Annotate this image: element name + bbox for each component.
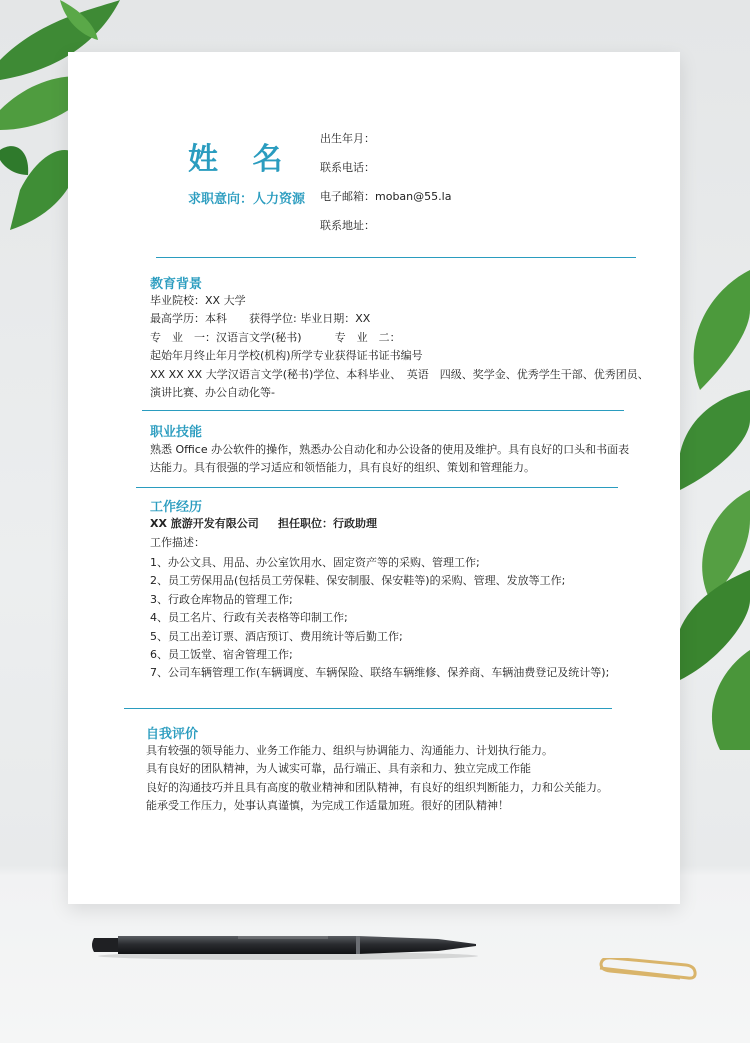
contact-birth: 出生年月： <box>320 132 375 145</box>
education-line: 演讲比赛、办公自动化等- <box>150 386 275 400</box>
divider-experience <box>124 708 612 709</box>
self-eval-line: 能承受工作压力，处事认真谨慎，为完成工作适量加班。很好的团队精神！ <box>146 799 509 813</box>
contact-email: 电子邮箱：moban@55.la <box>320 190 452 203</box>
resume-page <box>68 52 680 904</box>
skills-line: 熟悉 Office 办公软件的操作，熟悉办公自动化和办公设备的使用及维护。具有良好的口头和书面表 <box>150 443 630 456</box>
contact-address: 联系地址： <box>320 219 375 232</box>
education-line: 起始年月终止年月学校(机构)所学专业获得证书证书编号 <box>150 349 423 363</box>
company-name: XX 旅游开发有限公司 <box>150 517 259 530</box>
skills-lines <box>150 441 629 478</box>
experience-item: 3、行政仓库物品的管理工作; <box>150 592 293 606</box>
experience-item: 5、员工出差订票、酒店预订、费用统计等后勤工作; <box>150 629 403 643</box>
self-eval-line: 具有良好的团队精神，为人诚实可靠，品行端正、具有亲和力、独立完成工作能 <box>146 762 531 776</box>
paper-clip-icon <box>592 958 702 988</box>
work-desc-label: 工作描述： <box>150 536 205 549</box>
contact-phone: 联系电话： <box>320 161 375 174</box>
section-title-skills: 职业技能 <box>150 425 203 440</box>
education-line: 最高学历：本科 获得学位: 毕业日期：XX <box>150 312 371 326</box>
divider-education <box>142 410 624 411</box>
self-eval-line: 良好的沟通技巧并且具有高度的敬业精神和团队精神，有良好的组织判断能力，力和公关能力。 <box>146 780 608 794</box>
experience-item: 6、员工饭堂、宿舍管理工作; <box>150 648 293 662</box>
section-title-education: 教育背景 <box>150 277 203 292</box>
education-lines <box>150 292 649 402</box>
experience-items <box>150 554 609 683</box>
job-intent: 求职意向：人力资源 <box>188 192 306 207</box>
divider-header <box>156 257 636 258</box>
pen-icon <box>88 928 480 962</box>
experience-item: 2、员工劳保用品(包括员工劳保鞋、保安制服、保安鞋等)的采购、管理、发放等工作; <box>150 574 566 588</box>
divider-skills <box>136 487 618 488</box>
skills-line: 达能力。具有很强的学习适应和领悟能力，具有良好的组织、策划和管理能力。 <box>150 461 535 475</box>
education-line: 毕业院校：XX 大学 <box>150 294 246 307</box>
self-eval-line: 具有较强的领导能力、业务工作能力、组织与协调能力、沟通能力、计划执行能力。 <box>146 744 553 757</box>
experience-item: 1、办公文具、用品、办公室饮用水、固定资产等的采购、管理工作; <box>150 556 480 569</box>
position-title: 担任职位：行政助理 <box>278 517 377 530</box>
section-title-self-eval: 自我评价 <box>146 727 199 742</box>
education-line: 专 业 一：汉语言文学(秘书) 专 业 二： <box>150 330 401 344</box>
resume-name: 姓 名 <box>188 142 295 177</box>
self-eval-lines <box>146 742 608 816</box>
education-line: XX XX XX 大学汉语言文学(秘书)学位、本科毕业、 英语 四级、奖学金、优秀学生干部、优秀团员、 <box>150 367 649 381</box>
section-title-experience: 工作经历 <box>150 500 203 515</box>
experience-item: 4、员工名片、行政有关表格等印制工作; <box>150 611 348 625</box>
experience-item: 7、公司车辆管理工作(车辆调度、车辆保险、联络车辆维修、保养商、车辆油费登记及统计等); <box>150 666 610 680</box>
